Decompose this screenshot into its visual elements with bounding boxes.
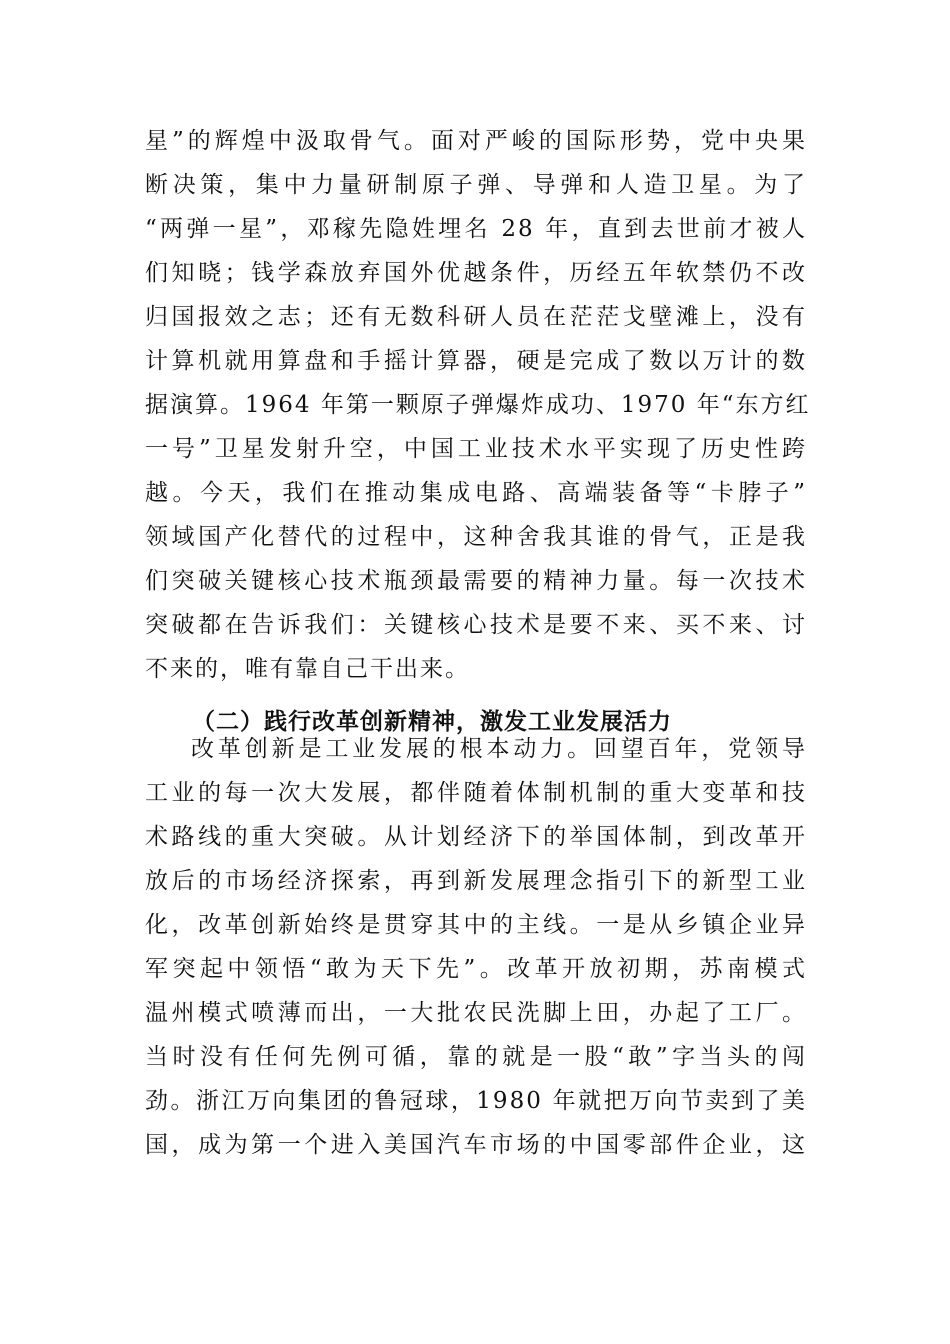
paragraph-line: 断决策，集中力量研制原子弹、导弹和人造卫星。为了 [145,172,807,198]
paragraph-line: 领域国产化替代的过程中，这种舍我其谁的骨气，正是我 [145,524,807,550]
paragraph-line: 化，改革创新始终是贯穿其中的主线。一是从乡镇企业异 [145,912,807,938]
paragraph-line: 改革创新是工业发展的根本动力。回望百年，党领导 [191,736,807,762]
paragraph-line: “两弹一星”，邓稼先隐姓埋名 28 年，直到去世前才被人 [145,216,807,242]
paragraph-line: 不来的，唯有靠自己干出来。 [145,656,470,682]
paragraph-line: 据演算。1964 年第一颗原子弹爆炸成功、1970 年“东方红 [145,392,811,418]
paragraph-line: 国，成为第一个进入美国汽车市场的中国零部件企业，这 [145,1132,807,1158]
paragraph-line: 计算机就用算盘和手摇计算器，硬是完成了数以万计的数 [145,348,807,374]
paragraph-line: 们突破关键核心技术瓶颈最需要的精神力量。每一次技术 [145,568,807,594]
paragraph-line: 当时没有任何先例可循，靠的就是一股“敢”字当头的闯 [145,1044,807,1070]
paragraph-line: 放后的市场经济探索，再到新发展理念指引下的新型工业 [145,868,807,894]
paragraph-line: 工业的每一次大发展，都伴随着体制机制的重大变革和技 [145,780,807,806]
paragraph-line: 劲。浙江万向集团的鲁冠球，1980 年就把万向节卖到了美 [145,1088,807,1114]
paragraph-line: 军突起中领悟“敢为天下先”。改革开放初期，苏南模式 [145,956,807,982]
paragraph-line: 温州模式喷薄而出，一大批农民洗脚上田，办起了工厂。 [145,1000,807,1026]
paragraph-line: 归国报效之志；还有无数科研人员在茫茫戈壁滩上，没有 [145,304,807,330]
paragraph-line: 突破都在告诉我们：关键核心技术是要不来、买不来、讨 [145,612,807,638]
section-heading: （二）践行改革创新精神，激发工业发展活力 [192,709,672,735]
paragraph-line: 术路线的重大突破。从计划经济下的举国体制，到改革开 [145,824,807,850]
paragraph-line: 一号”卫星发射升空，中国工业技术水平实现了历史性跨 [145,436,807,462]
paragraph-line: 们知晓；钱学森放弃国外优越条件，历经五年软禁仍不改 [145,260,807,286]
paragraph-line: 星”的辉煌中汲取骨气。面对严峻的国际形势，党中央果 [145,128,807,154]
paragraph-line: 越。今天，我们在推动集成电路、高端装备等“卡脖子” [145,480,807,506]
